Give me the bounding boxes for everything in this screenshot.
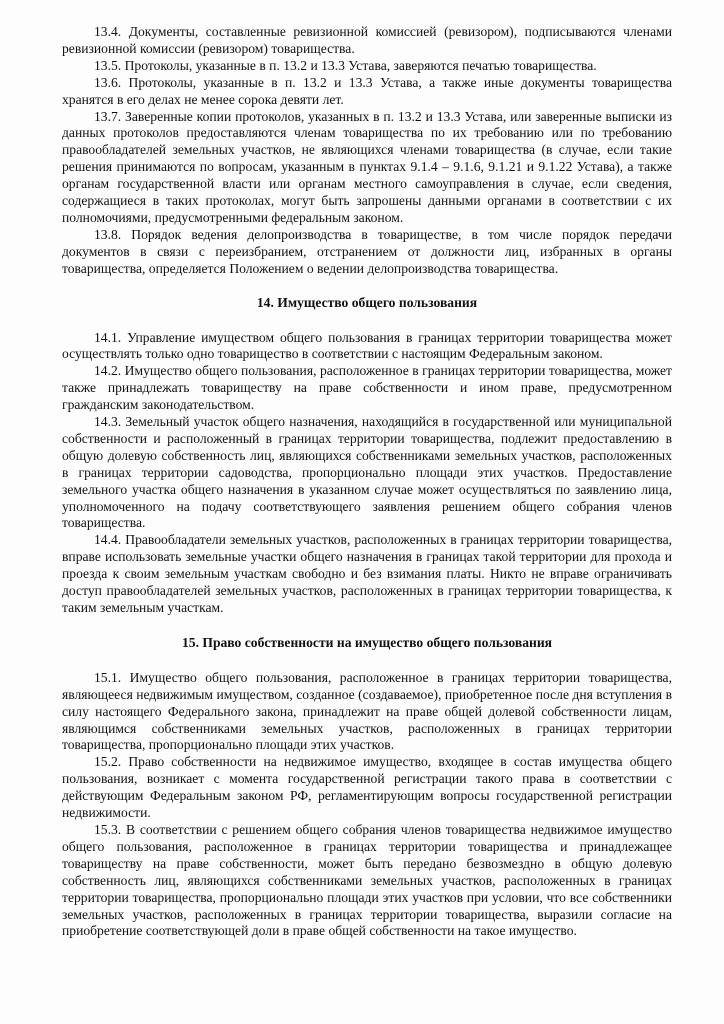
paragraph-14-3: 14.3. Земельный участок общего назначения, находящийся в государственной или муниципальной собственности и расположенный в границах территории товарищества, подлежит предоставлению в общую долевую собственность лиц, являющихся собственниками земельных участков, расположенных в границах территории садоводства, пропорционально площади этих участков. Предоставление земельного участка общего назначения в указанном случае может осуществляться по заявлению лица, уполномоченного на подачу соответствующего заявления решением общего собрания членов товарищества. <box>62 414 672 531</box>
paragraph-14-4: 14.4. Правообладатели земельных участков, расположенных в границах территории товарищества, вправе использовать земельные участки общего назначения в границах такой территории для прохода и проезда к своим земельным участкам свободно и без взимания платы. Никто не вправе ограничивать доступ правообладателей земельных участков, расположенных в границах территории товарищества, к таким земельным участкам. <box>62 532 672 615</box>
paragraph-13-5: 13.5. Протоколы, указанные в п. 13.2 и 13.3 Устава, заверяются печатью товарищества. <box>94 57 597 73</box>
paragraph-15-2: 15.2. Право собственности на недвижимое имущество, входящее в состав имущества общего пользования, возникает с момента государственной регистрации такого права в соответствии с действующим Федеральным законом РФ, регламентирующим вопросы государственной регистрации недвижимости. <box>62 754 672 821</box>
paragraph-13-4: 13.4. Документы, составленные ревизионной комиссией (ревизором), подписываются членами ревизионной комиссии (ревизором) товарищества. <box>62 24 672 56</box>
paragraph-13-7: 13.7. Заверенные копии протоколов, указанных в п. 13.2 и 13.3 Устава, или заверенные выписки из данных протоколов предоставляются членам товарищества по их требованию или по требованию правообладателей земельных участков, не являющихся членами товарищества (в случае, если такие решения принимаются по вопросам, указанным в пунктах 9.1.4 – 9.1.6, 9.1.21 и 9.1.22 Устава), а также органам государственной власти или органам местного самоуправления в случае, если сведения, содержащиеся в таких протоколах, могут быть запрошены данными органами в соответствии с их полномочиями, предусмотренными федеральным законом. <box>62 108 672 225</box>
paragraph-13-8: 13.8. Порядок ведения делопроизводства в товариществе, в том числе порядок передачи документов в связи с переизбранием, отстранением от должности лиц, избранных в органы товарищества, определяется Положением о ведении делопроизводства товарищества. <box>62 226 672 276</box>
section-14-heading: 14. Имущество общего пользования <box>256 294 478 310</box>
paragraph-14-1: 14.1. Управление имуществом общего пользования в границах территории товарищества может осуществлять только одно товарищество в соответствии с настоящим Федеральным законом. <box>62 329 672 362</box>
section-15-heading: 15. Право собственности на имущество общего пользования <box>181 634 553 650</box>
document-body <box>62 24 672 940</box>
paragraph-13-6: 13.6. Протоколы, указанные в п. 13.2 и 13.3 Устава, а также иные документы товарищества хранятся в его делах не менее сорока девяти лет. <box>62 74 672 107</box>
paragraph-15-1: 15.1. Имущество общего пользования, расположенное в границах территории товарищества, являющееся недвижимым имуществом, созданное (создаваемое), приобретенное после дня вступления в силу настоящего Федерального закона, принадлежит на праве общей долевой собственности лицам, являющимся собственниками земельных участков, расположенных в границах территории товарищества, пропорционально площади этих участков. <box>62 669 672 753</box>
paragraph-14-2: 14.2. Имущество общего пользования, расположенное в границах территории товарищества, может также принадлежать товариществу на праве собственности и ином праве, предусмотренном гражданским законодательством. <box>62 363 672 413</box>
paragraph-15-3: 15.3. В соответствии с решением общего собрания членов товарищества недвижимое имущество общего пользования, расположенное в границах территории товарищества и принадлежащее товариществу на праве собственности, может быть передано безвозмездно в общую долевую собственность лиц, являющихся собственниками земельных участков, расположенных в границах территории товарищества, пропорционально площади этих участков при условии, что все собственники земельных участков, расположенных в границах территории товарищества, выразили согласие на приобретение соответствующей доли в праве общей собственности на такое имущество. <box>62 821 672 939</box>
